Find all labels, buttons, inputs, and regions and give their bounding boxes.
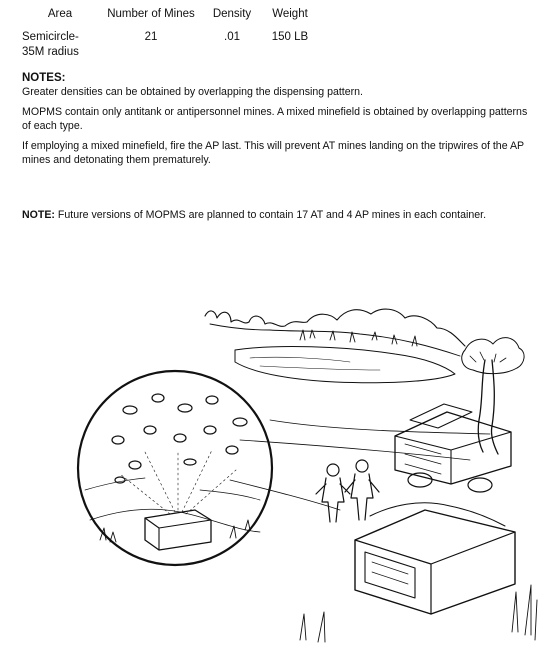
minefield-illustration [0,280,550,652]
note-text: Future versions of MOPMS are planned to contain 17 AT and 4 AP mines in each container. [54,209,487,221]
header-area: Area [47,8,73,20]
note-paragraph-2: MOPMS contain only antitank or antipersonnel mines. A mixed minefield is obtained by overlapping patterns of each type. [22,106,528,132]
cell-mines: 21 [144,31,158,43]
header-density: Density [212,8,252,20]
cell-area [22,30,98,60]
header-number-of-mines: Number of Mines [107,8,195,20]
note-paragraph-1: Greater densities can be obtained by overlapping the dispensing pattern. [22,86,363,98]
notes-title: NOTES: [22,72,66,84]
cell-area-line1: Semicircle- [22,31,79,43]
table-row [22,30,322,60]
note-paragraph-3: If employing a mixed minefield, fire the AP last. This will prevent AT mines landing on the tripwires of the AP mines and detonating them prematurely. [22,140,524,166]
cell-density: .01 [224,31,240,43]
mopms-spec-table [22,8,322,60]
cell-area-line2: 35M radius [22,46,79,58]
cell-weight: 150 LB [271,31,309,43]
table-header-row [22,8,322,30]
note-label: NOTE: [22,209,55,221]
future-versions-note [22,208,530,222]
notes-section [22,71,530,173]
header-weight: Weight [272,8,308,20]
